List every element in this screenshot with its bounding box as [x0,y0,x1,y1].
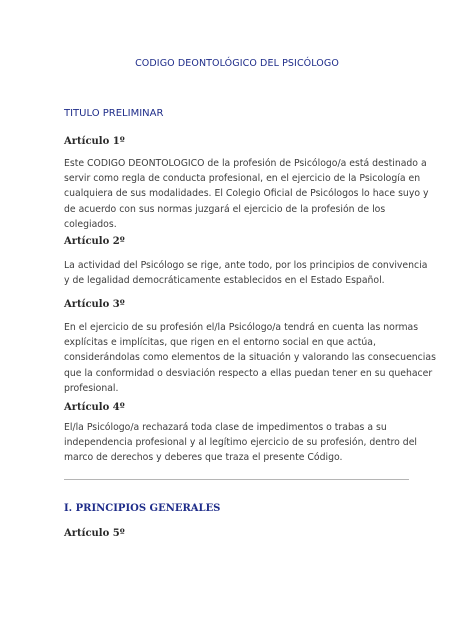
article-1-line: de acuerdo con sus normas juzgará el ejercicio de la profesión de los [64,203,386,215]
article-4-line: independencia profesional y al legítimo ejercicio de su profesión, dentro del [64,437,417,449]
article-2-line: La actividad del Psicólogo se rige, ante todo, por los principios de convivencia [64,260,428,271]
article-1-text [64,156,429,232]
article-3-line: explícitas e implícitas, que rigen en el entorno social en que actúa, [64,337,376,349]
article-3-line: En el ejercicio de su profesión el/la Psicólogo/a tendrá en cuenta las normas [64,322,419,333]
article-2-line: y de legalidad democráticamente establecidos en el Estado Español. [64,275,385,287]
article-3-text [64,320,436,396]
article-1-line: colegiados. [64,218,117,230]
article-4-line: marco de derechos y deberes que traza el presente Código. [64,452,343,464]
article-3-line: que la conformidad o desviación respecto a ellas puedan tener en su quehacer [64,367,433,379]
article-2-heading: Artículo 2º [64,236,125,247]
article-5-heading: Artículo 5º [64,528,125,539]
article-4-heading: Artículo 4º [64,402,125,413]
article-4-text [64,420,420,466]
section-divider [64,479,409,480]
article-3-heading: Artículo 3º [64,299,125,310]
article-4-line: El/la Psicólogo/a rechazará toda clase de impedimentos o trabas a su [64,422,387,433]
article-1-line: cualquiera de sus modalidades. El Colegio Oficial de Psicólogos lo hace suyo y [64,188,429,200]
document-title: CODIGO DEONTOLÓGICO DEL PSICÓLOGO [135,58,339,69]
article-2-text [64,258,428,288]
article-1-line: Este CODIGO DEONTOLOGICO de la profesión de Psicólogo/a está destinado a [64,158,427,169]
article-1-heading: Artículo 1º [64,136,125,147]
article-1-line: servir como regla de conducta profesional, en el ejercicio de la Psicología en [64,173,421,185]
article-3-line: profesional. [64,382,119,394]
section-heading: I. PRINCIPIOS GENERALES [64,503,221,514]
preliminary-heading: TITULO PRELIMINAR [64,108,164,119]
article-3-line: considerándolas como elementos de la situación y valorando las consecuencias [64,352,436,364]
